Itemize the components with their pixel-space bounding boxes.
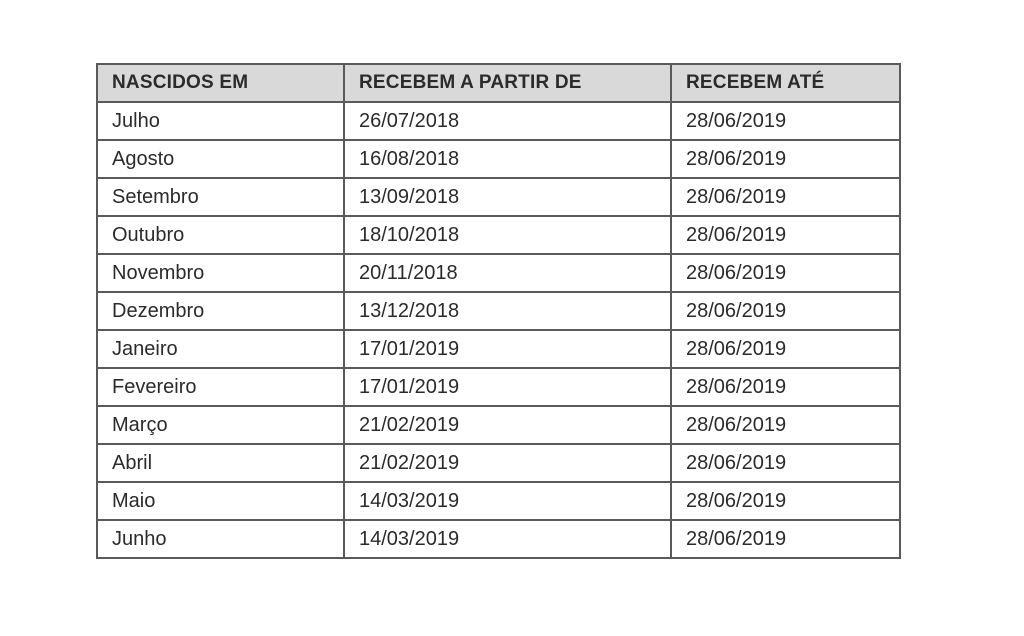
table-row: [97, 482, 900, 520]
start-date-cell: 26/07/2018: [344, 102, 671, 140]
start-date-cell: 13/09/2018: [344, 178, 671, 216]
table-row: [97, 216, 900, 254]
birth-month-cell: Setembro: [97, 178, 344, 216]
end-date-cell: 28/06/2019: [671, 254, 900, 292]
table-row: [97, 254, 900, 292]
table-row: [97, 444, 900, 482]
start-date-cell: 14/03/2019: [344, 482, 671, 520]
end-date-cell: 28/06/2019: [671, 520, 900, 558]
birth-month-cell: Dezembro: [97, 292, 344, 330]
end-date-cell: 28/06/2019: [671, 140, 900, 178]
table-row: [97, 102, 900, 140]
start-date-cell: 20/11/2018: [344, 254, 671, 292]
end-date-cell: 28/06/2019: [671, 216, 900, 254]
table-row: [97, 520, 900, 558]
table-header-row: [97, 64, 900, 102]
start-date-cell: 14/03/2019: [344, 520, 671, 558]
birth-month-cell: Maio: [97, 482, 344, 520]
table-body: [97, 102, 900, 558]
start-date-cell: 17/01/2019: [344, 368, 671, 406]
end-date-cell: 28/06/2019: [671, 292, 900, 330]
end-date-cell: 28/06/2019: [671, 406, 900, 444]
table-row: [97, 330, 900, 368]
end-date-cell: 28/06/2019: [671, 102, 900, 140]
payment-calendar-table-container: [96, 63, 899, 559]
table-row: [97, 292, 900, 330]
birth-month-cell: Janeiro: [97, 330, 344, 368]
start-date-cell: 17/01/2019: [344, 330, 671, 368]
birth-month-cell: Abril: [97, 444, 344, 482]
start-date-cell: 18/10/2018: [344, 216, 671, 254]
header-receive-from: RECEBEM A PARTIR DE: [344, 64, 671, 102]
birth-month-cell: Novembro: [97, 254, 344, 292]
start-date-cell: 13/12/2018: [344, 292, 671, 330]
end-date-cell: 28/06/2019: [671, 444, 900, 482]
start-date-cell: 21/02/2019: [344, 444, 671, 482]
start-date-cell: 21/02/2019: [344, 406, 671, 444]
table-row: [97, 178, 900, 216]
birth-month-cell: Julho: [97, 102, 344, 140]
birth-month-cell: Março: [97, 406, 344, 444]
birth-month-cell: Junho: [97, 520, 344, 558]
end-date-cell: 28/06/2019: [671, 330, 900, 368]
birth-month-cell: Agosto: [97, 140, 344, 178]
end-date-cell: 28/06/2019: [671, 178, 900, 216]
header-born-in: NASCIDOS EM: [97, 64, 344, 102]
header-receive-until: RECEBEM ATÉ: [671, 64, 900, 102]
table-row: [97, 368, 900, 406]
end-date-cell: 28/06/2019: [671, 482, 900, 520]
birth-month-cell: Outubro: [97, 216, 344, 254]
payment-calendar-table: [96, 63, 901, 559]
table-row: [97, 140, 900, 178]
table-row: [97, 406, 900, 444]
end-date-cell: 28/06/2019: [671, 368, 900, 406]
birth-month-cell: Fevereiro: [97, 368, 344, 406]
start-date-cell: 16/08/2018: [344, 140, 671, 178]
